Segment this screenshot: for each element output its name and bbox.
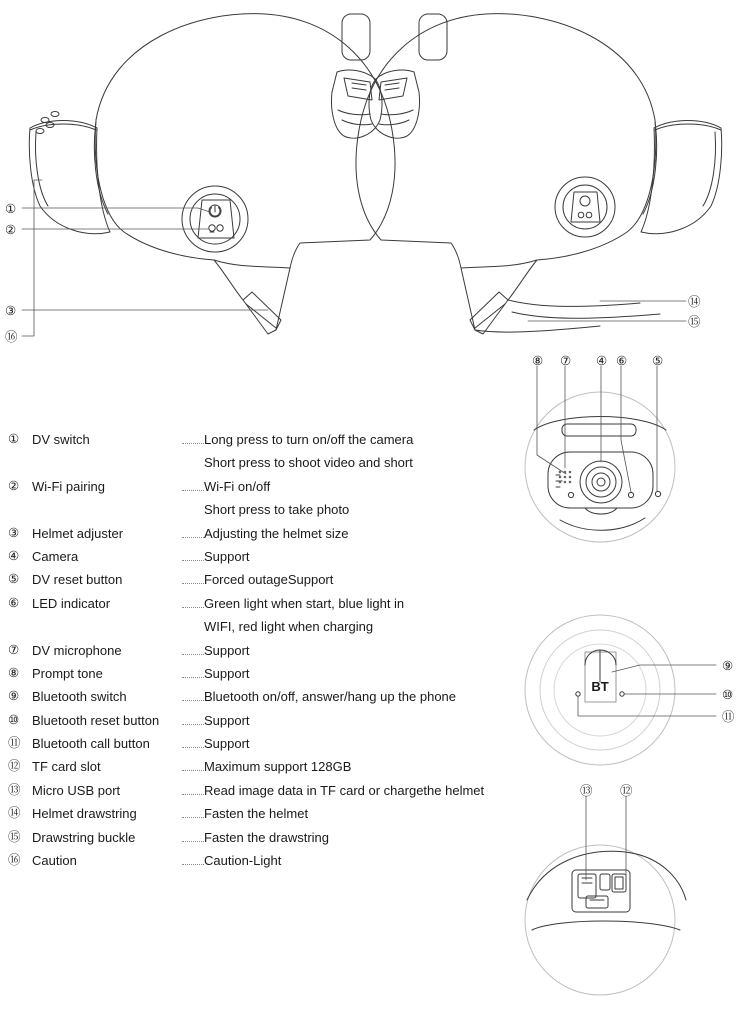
legend-item-7 (8, 639, 548, 662)
callout-camera-5: ⑤ (652, 354, 664, 368)
legend-description: Read image data in TF card or chargethe helmet (204, 782, 485, 798)
legend-term: Bluetooth call button (32, 736, 150, 752)
legend-description: Support (204, 712, 250, 728)
legend-description: Fasten the helmet (204, 806, 309, 822)
legend-description: Support (204, 642, 250, 658)
legend-item-6-cont (8, 615, 548, 638)
callout-left-1: ① (5, 202, 17, 216)
legend-description: Support (204, 736, 250, 752)
legend-term: DV reset button (32, 572, 123, 588)
leader-lines-detail-bluetooth (578, 665, 716, 716)
legend-item-4 (8, 545, 548, 568)
legend-item-5 (8, 568, 548, 591)
legend-number: ② (8, 478, 20, 493)
legend-description: Fasten the drawstring (204, 829, 330, 845)
legend-item-14 (8, 802, 548, 825)
legend-item-16 (8, 849, 548, 872)
legend-item-15 (8, 826, 548, 849)
leader-lines-left (22, 180, 268, 336)
legend-description: Wi-Fi on/off (204, 478, 271, 494)
legend-leader-dots (182, 662, 204, 685)
callout-camera-4: ④ (596, 354, 608, 368)
legend-term: Camera (32, 548, 79, 564)
callout-camera-8: ⑧ (532, 354, 544, 368)
callout-ports-13: ⑬ (580, 784, 593, 798)
legend-number: ⑬ (8, 782, 21, 797)
legend-description-line2: Short press to take photo (204, 502, 350, 518)
legend-leader-dots (182, 732, 204, 755)
detail-circle-ports (525, 845, 686, 995)
callout-bt-11: ⑪ (722, 710, 735, 724)
legend-term: Helmet adjuster (32, 525, 124, 541)
legend-item-12 (8, 755, 548, 778)
legend-item-11 (8, 732, 548, 755)
legend-description: Maximum support 128GB (204, 759, 352, 775)
legend-leader-dots (182, 522, 204, 545)
legend-description-line2: Short press to shoot video and short (204, 455, 413, 471)
callout-camera-6: ⑥ (616, 354, 628, 368)
leader-lines-detail-ports (586, 796, 626, 880)
legend-leader-dots (182, 592, 204, 615)
leader-lines-detail-camera (537, 366, 657, 492)
legend-leader-dots (182, 428, 204, 451)
legend-item-8 (8, 662, 548, 685)
legend-leader-dots (182, 779, 204, 802)
legend-term: Drawstring buckle (32, 829, 136, 845)
callout-bt-10: ⑩ (722, 688, 734, 702)
legend-term: DV switch (32, 432, 90, 447)
legend-item-6 (8, 592, 548, 615)
callout-bt-9: ⑨ (722, 659, 734, 673)
legend-list (8, 428, 548, 872)
left-helmet-outline (29, 14, 395, 334)
legend-leader-dots (182, 639, 204, 662)
legend-item-13 (8, 779, 548, 802)
legend-item-2-cont (8, 498, 548, 521)
legend-number: ⑪ (8, 736, 21, 751)
legend-number: ⑥ (8, 595, 20, 610)
bt-label: BT (591, 679, 609, 694)
legend-description: Support (204, 548, 250, 564)
legend-number: ⑦ (8, 642, 20, 657)
callout-right-14: ⑭ (688, 295, 701, 309)
legend-number: ⑯ (8, 853, 21, 868)
legend-leader-dots (182, 685, 204, 708)
legend-leader-dots (182, 849, 204, 872)
callout-camera-7: ⑦ (560, 354, 572, 368)
legend-leader-dots (182, 568, 204, 591)
legend-description: Adjusting the helmet size (204, 525, 349, 541)
legend-number: ⑫ (8, 759, 21, 774)
legend-description: Forced outageSupport (204, 572, 334, 588)
legend-number: ③ (8, 525, 20, 540)
legend-item-9 (8, 685, 548, 708)
legend-term: Bluetooth reset button (32, 712, 160, 728)
legend-leader-dots (182, 475, 204, 498)
legend-number: ⑭ (8, 806, 21, 821)
legend-number: ① (8, 432, 20, 446)
callout-ports-12: ⑫ (620, 784, 633, 798)
legend-leader-dots (182, 755, 204, 778)
callout-left-16: ⑯ (5, 330, 18, 344)
legend-description: Long press to turn on/off the camera (204, 432, 414, 447)
legend-description: Green light when start, blue light in (204, 595, 405, 611)
legend-leader-dots (182, 545, 204, 568)
legend-number: ⑨ (8, 689, 20, 704)
legend-item-1 (8, 428, 548, 451)
legend-leader-dots (182, 802, 204, 825)
legend-item-1-cont (8, 451, 548, 474)
leader-lines-right (528, 301, 686, 321)
legend-term: DV microphone (32, 642, 122, 658)
legend-number: ⑧ (8, 665, 20, 680)
legend-term: Wi-Fi pairing (32, 478, 105, 494)
legend-number: ⑮ (8, 829, 21, 844)
legend-description: Support (204, 665, 250, 681)
legend-number: ⑩ (8, 712, 20, 727)
legend-description-line2: WIFI, red light when charging (204, 619, 374, 635)
callout-left-3: ③ (5, 304, 17, 318)
legend-term: LED indicator (32, 595, 111, 611)
legend-term: Helmet drawstring (32, 806, 137, 822)
legend-term: Caution (32, 853, 77, 869)
callout-left-2: ② (5, 223, 17, 237)
legend-term: Prompt tone (32, 665, 103, 681)
right-helmet-outline (356, 14, 722, 334)
legend-item-2 (8, 475, 548, 498)
legend-description: Caution-Light (204, 853, 282, 869)
callout-right-15: ⑮ (688, 315, 701, 329)
legend-leader-dots (182, 709, 204, 732)
legend-item-10 (8, 709, 548, 732)
legend-leader-dots (182, 826, 204, 849)
legend-description: Bluetooth on/off, answer/hang up the phone (204, 689, 457, 705)
legend-term: Micro USB port (32, 782, 121, 798)
legend-number: ④ (8, 548, 20, 563)
legend-number: ⑤ (8, 572, 20, 587)
legend-term: Bluetooth switch (32, 689, 127, 705)
legend-item-3 (8, 522, 548, 545)
legend-term: TF card slot (32, 759, 101, 775)
